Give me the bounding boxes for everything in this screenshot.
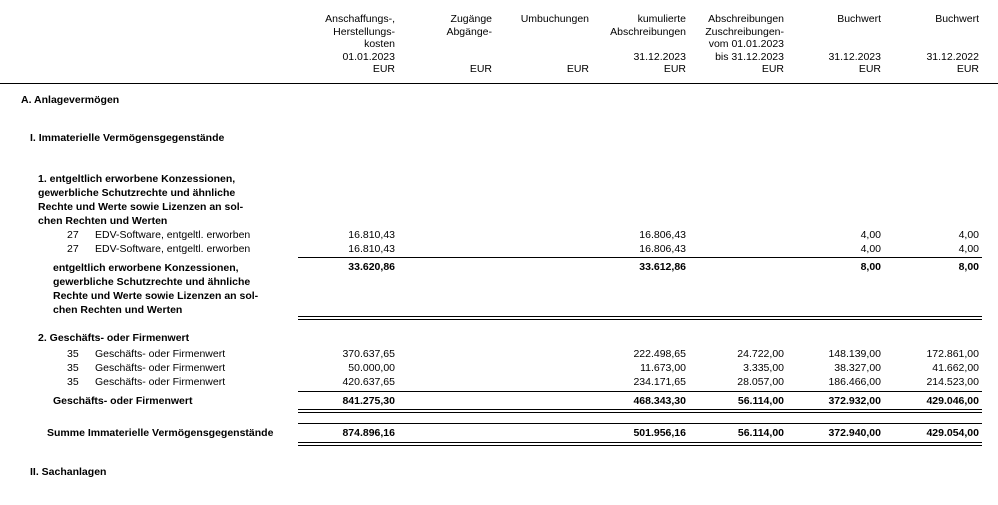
table-cell: 33.612,86 <box>639 261 686 273</box>
table-cell: 468.343,30 <box>633 395 686 407</box>
table-row-label: EDV-Software, entgeltl. erworben <box>95 229 251 241</box>
table-cell: 222.498,65 <box>633 348 686 360</box>
section-i-title: I. Immaterielle Vermögensgegenstände <box>30 132 225 144</box>
header-col-book-value-2023: Buchwert 31.12.2023 EUR <box>828 13 881 75</box>
table-cell: 370.637,65 <box>342 348 395 360</box>
table-cell: 24.722,00 <box>737 348 784 360</box>
sum-double-line-top <box>298 442 982 443</box>
group-1-title: 1. entgeltlich erworbene Konzessionen, gewerbliche Schutzrechte und ähnliche Rechte und Werte sowie Lizenzen an sol- chen Rechten und Werten <box>38 173 244 227</box>
table-row-num: 27 <box>67 243 79 255</box>
table-row-num: 35 <box>67 348 79 360</box>
group-2-double-line-top <box>298 409 982 410</box>
table-cell: 186.466,00 <box>828 376 881 388</box>
table-cell: 16.810,43 <box>348 243 395 255</box>
table-row-num: 27 <box>67 229 79 241</box>
table-cell: 50.000,00 <box>348 362 395 374</box>
header-col-book-value-2022: Buchwert 31.12.2022 EUR <box>926 13 979 75</box>
table-cell: 420.637,65 <box>342 376 395 388</box>
table-cell: 3.335,00 <box>743 362 784 374</box>
table-cell: 501.956,16 <box>633 427 686 439</box>
table-cell: 148.139,00 <box>828 348 881 360</box>
table-cell: 33.620,86 <box>348 261 395 273</box>
sum-line-top <box>298 423 982 424</box>
table-cell: 11.673,00 <box>640 362 686 374</box>
group-1-subtotal-line <box>298 257 982 258</box>
table-cell: 429.046,00 <box>926 395 979 407</box>
table-cell: 372.940,00 <box>828 427 881 439</box>
group-2-subtotal-line <box>298 391 982 392</box>
table-cell: 8,00 <box>860 261 881 273</box>
group-1-double-line-top <box>298 316 982 317</box>
header-divider <box>0 83 998 84</box>
group-2-total-label: Geschäfts- oder Firmenwert <box>53 395 193 407</box>
table-cell: 172.861,00 <box>926 348 979 360</box>
table-cell: 41.662,00 <box>932 362 979 374</box>
group-1-double-line-bottom <box>298 319 982 320</box>
table-cell: 4,00 <box>958 229 979 241</box>
table-cell: 214.523,00 <box>926 376 979 388</box>
table-row-num: 35 <box>67 362 79 374</box>
table-cell: 841.275,30 <box>342 395 395 407</box>
header-col-depreciation-year: Abschreibungen Zuschreibungen- vom 01.01.2023 bis 31.12.2023 EUR <box>705 13 784 75</box>
table-row-num: 35 <box>67 376 79 388</box>
table-cell: 16.810,43 <box>348 229 395 241</box>
table-cell: 56.114,00 <box>737 395 784 407</box>
group-1-total-label: entgeltlich erworbene Konzessionen, gewerbliche Schutzrechte und ähnliche Rechte und Werte sowie Lizenzen an sol- chen Rechten und Werten <box>53 262 259 316</box>
table-cell: 28.057,00 <box>737 376 784 388</box>
table-row-label: Geschäfts- oder Firmenwert <box>95 348 226 360</box>
table-cell: 372.932,00 <box>828 395 881 407</box>
header-col-cumulative-depreciation: kumulierte Abschreibungen 31.12.2023 EUR <box>610 13 686 75</box>
header-col-additions: Zugänge Abgänge- EUR <box>446 13 492 75</box>
group-2-double-line-bottom <box>298 412 982 413</box>
header-col-transfers: Umbuchungen EUR <box>520 13 589 75</box>
sum-label: Summe Immaterielle Vermögensgegenstände <box>47 427 274 439</box>
table-cell: 16.806,43 <box>639 243 686 255</box>
table-cell: 4,00 <box>860 229 881 241</box>
table-cell: 16.806,43 <box>639 229 686 241</box>
table-cell: 234.171,65 <box>633 376 686 388</box>
group-2-title: 2. Geschäfts- oder Firmenwert <box>38 332 190 344</box>
table-row-label: Geschäfts- oder Firmenwert <box>95 376 226 388</box>
section-ii-title: II. Sachanlagen <box>30 466 107 478</box>
table-row-label: Geschäfts- oder Firmenwert <box>95 362 226 374</box>
table-cell: 8,00 <box>958 261 979 273</box>
table-cell: 38.327,00 <box>834 362 881 374</box>
table-cell: 4,00 <box>860 243 881 255</box>
table-cell: 874.896,16 <box>342 427 395 439</box>
table-row-label: EDV-Software, entgeltl. erworben <box>95 243 251 255</box>
table-cell: 429.054,00 <box>926 427 979 439</box>
table-cell: 56.114,00 <box>737 427 784 439</box>
section-a-title: A. Anlagevermögen <box>21 94 120 106</box>
table-cell: 4,00 <box>958 243 979 255</box>
sum-double-line-bottom <box>298 445 982 446</box>
header-col-acquisition-cost: Anschaffungs-, Herstellungs- kosten 01.01.2023 EUR <box>325 13 395 75</box>
